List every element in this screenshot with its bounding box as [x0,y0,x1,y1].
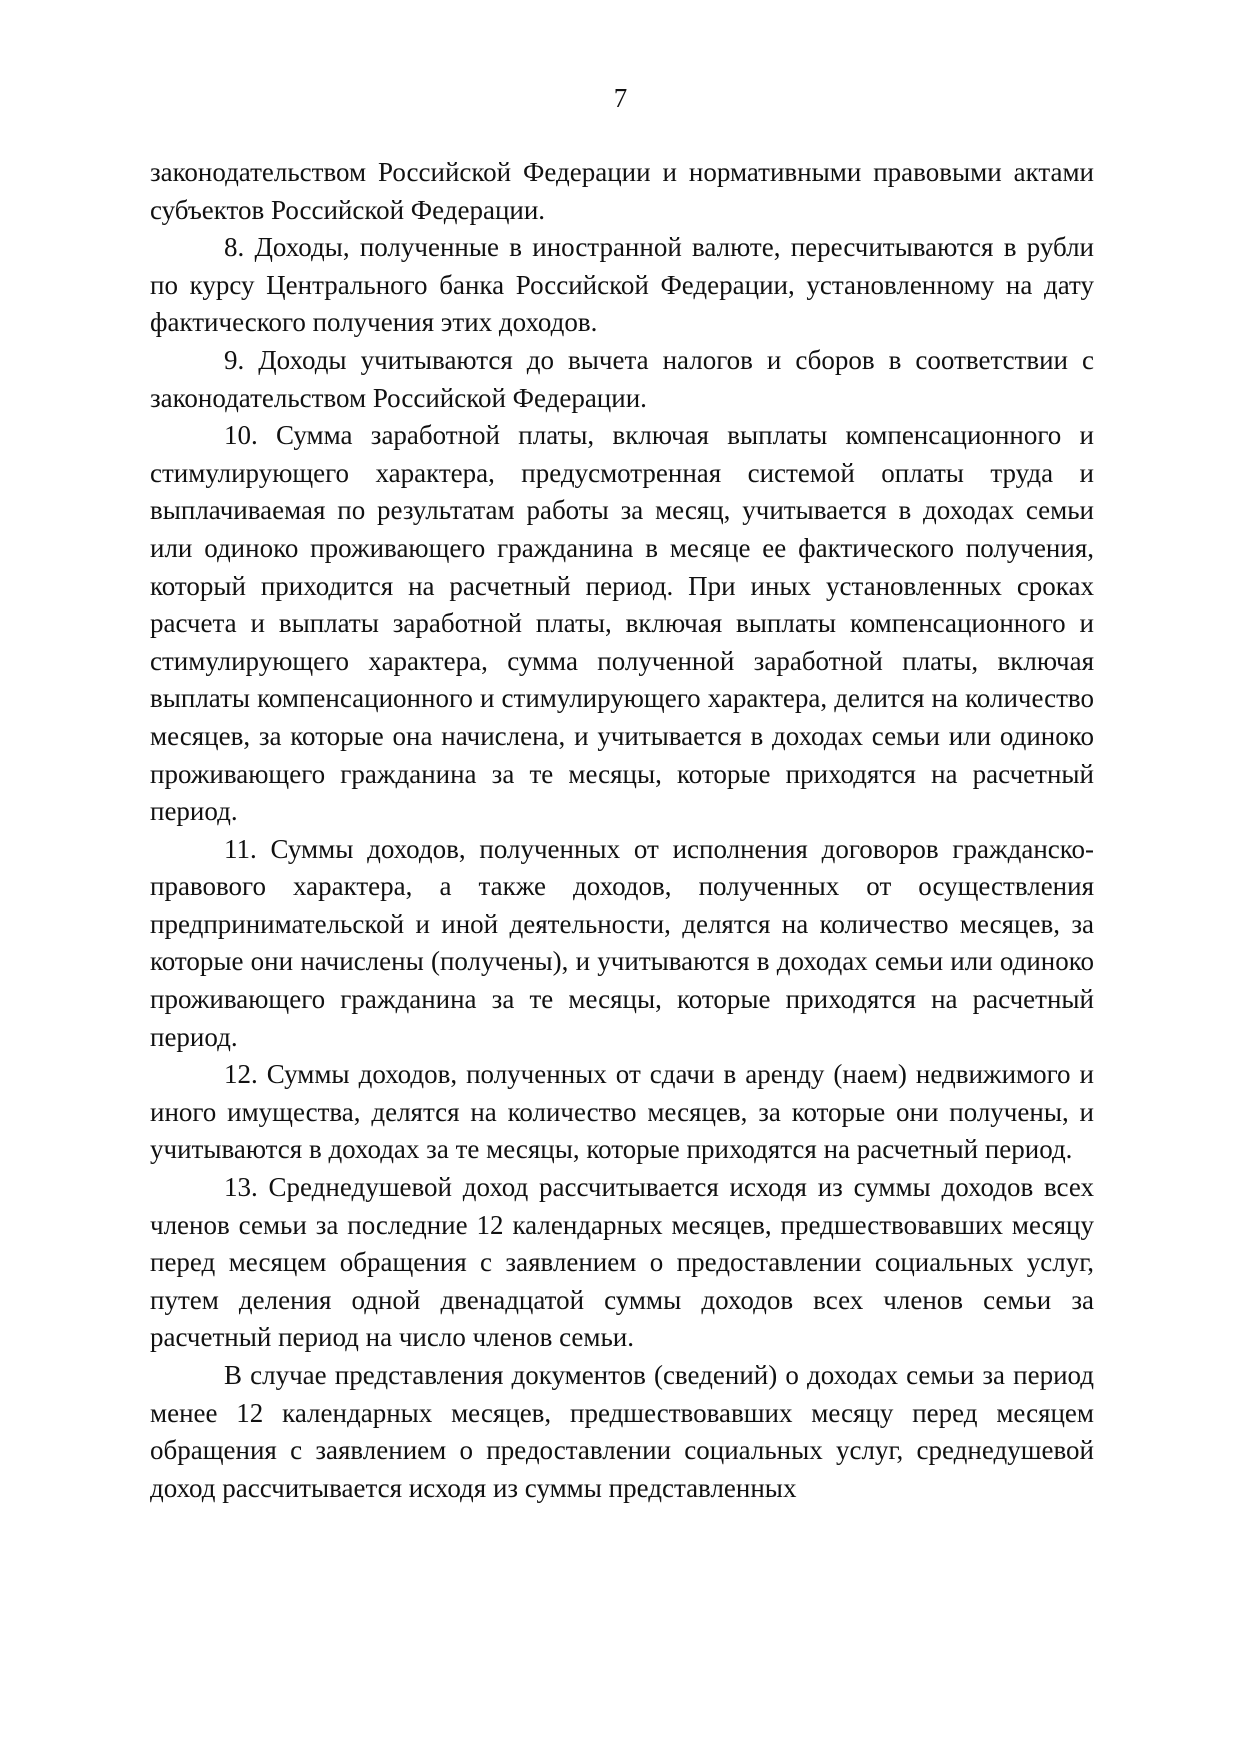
document-body [150,154,1094,1507]
paragraph-item-9: 9. Доходы учитываются до вычета налогов и сборов в соответствии с законодательством Российской Федерации. [150,344,1094,413]
paragraph-item-12: 12. Суммы доходов, полученных от сдачи в аренду (наем) недвижимого и иного имущества, делятся на количество месяцев, за которые они получены, и учитываются в доходах за те месяцы, которые приходятся на расчетный период. [150,1059,1094,1165]
paragraph-item-13: 13. Среднедушевой доход рассчитывается исходя из суммы доходов всех членов семьи за последние 12 календарных месяцев, предшествовавших месяцу перед месяцем обращения с заявлением о предоставлении социальных услуг, путем деления одной двенадцатой суммы доходов всех членов семьи за расчетный период на число членов семьи. [150,1172,1094,1353]
paragraph-item-10: 10. Сумма заработной платы, включая выплаты компенсационного и стимулирующего характера, предусмотренная системой оплаты труда и выплачиваемая по результатам работы за месяц, учитывается в доходах семьи или одиноко проживающего гражданина в месяце ее фактического получения, который приходится на расчетный период. При иных установленных сроках расчета и выплаты заработной платы, включая выплаты компенсационного и стимулирующего характера, сумма полученной заработной платы, включая выплаты компенсационного и стимулирующего характера, делится на количество месяцев, за которые она начислена, и учитывается в доходах семьи или одиноко проживающего гражданина за те месяцы, которые приходятся на расчетный период. [150,420,1094,827]
paragraph-item-8: 8. Доходы, полученные в иностранной валюте, пересчитываются в рубли по курсу Центрального банка Российской Федерации, установленному на дату фактического получения этих доходов. [150,232,1094,338]
paragraph-continuation: законодательством Российской Федерации и нормативными правовыми актами субъектов Российской Федерации. [150,157,1094,225]
page-number: 7 [613,83,628,113]
paragraph-item-13-continuation: В случае представления документов (сведений) о доходах семьи за период менее 12 календарных месяцев, предшествовавших месяцу перед месяцем обращения с заявлением о предоставлении социальных услуг, среднедушевой доход рассчитывается исходя из суммы представленных [150,1360,1094,1503]
paragraph-item-11: 11. Суммы доходов, полученных от исполнения договоров гражданско-правового характера, а также доходов, полученных от осуществления предпринимательской и иной деятельности, делятся на количество месяцев, за которые они начислены (получены), и учитываются в доходах семьи или одиноко проживающего гражданина за те месяцы, которые приходятся на расчетный период. [150,833,1094,1052]
